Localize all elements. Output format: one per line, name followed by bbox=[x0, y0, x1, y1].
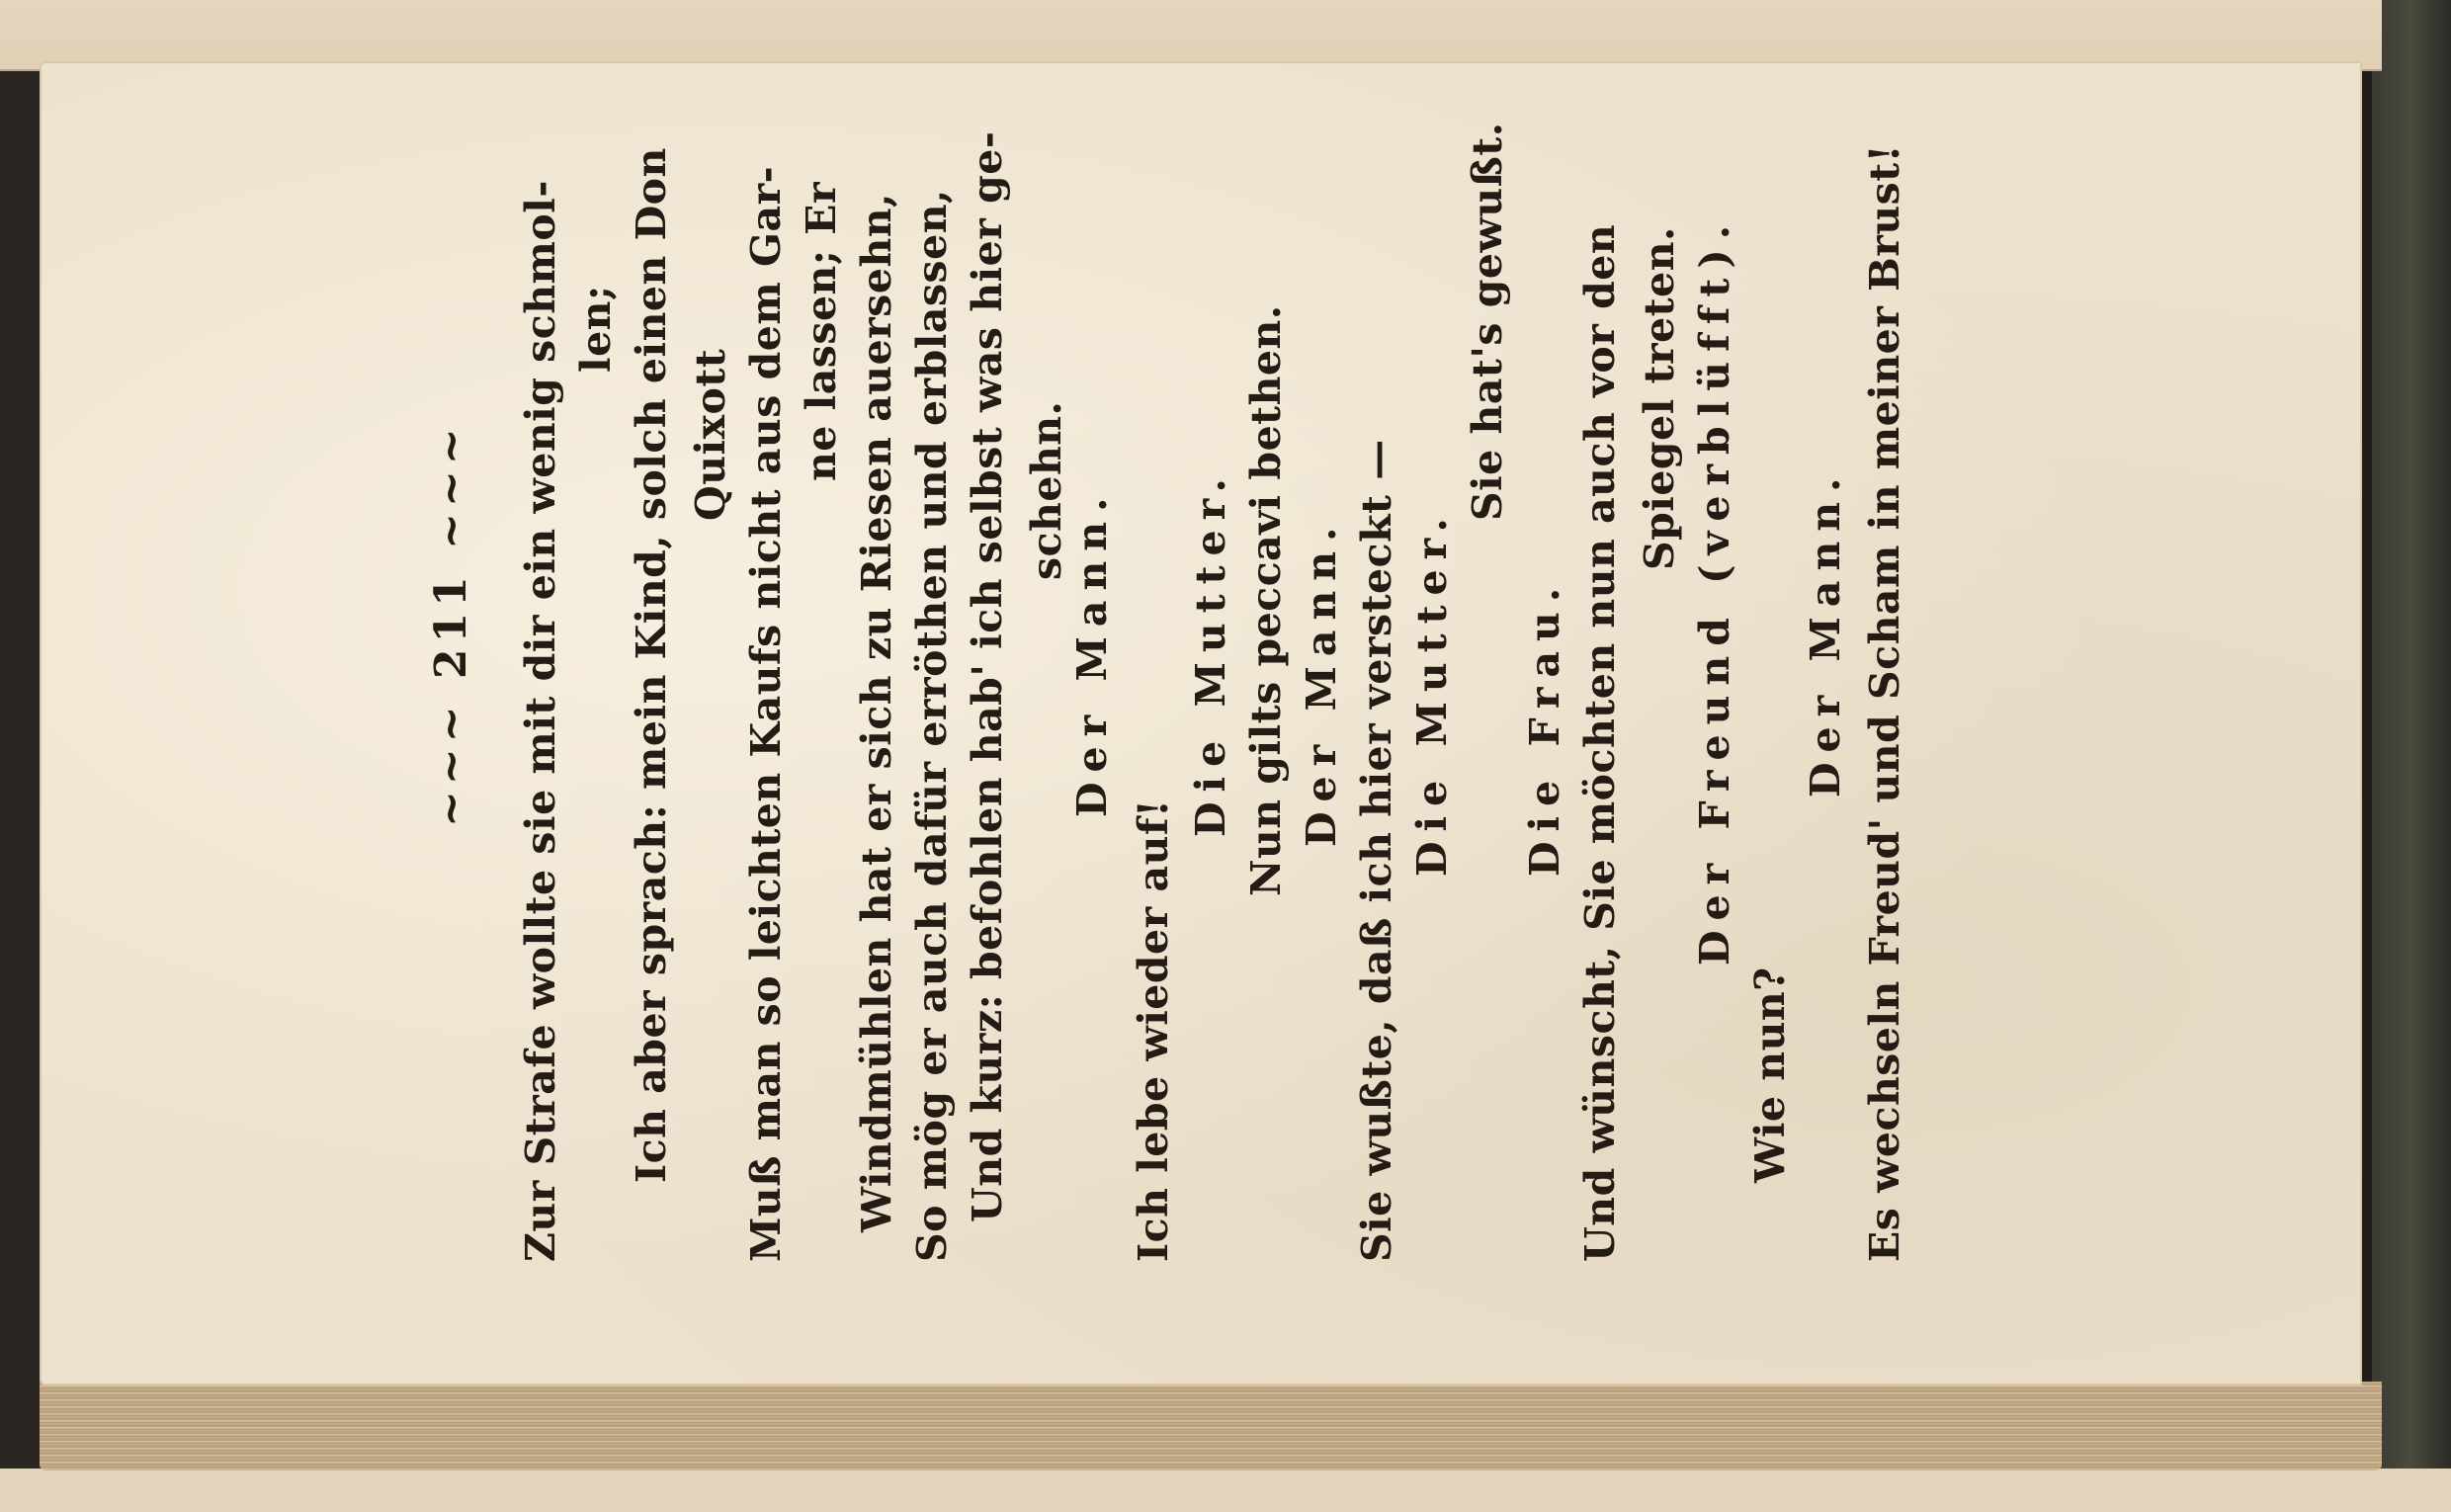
page-text-rotated bbox=[40, 61, 2362, 1386]
speaker-der-mann-3: Der Mann. bbox=[1802, 467, 1849, 798]
book-cover-edge bbox=[2372, 0, 2451, 1512]
text-line-25: Es wechseln Freud' und Scham in meiner Brust! bbox=[1861, 143, 1908, 1262]
text-line-16: Sie wußte, daß ich hier versteckt — bbox=[1353, 439, 1400, 1262]
page-text bbox=[426, 106, 1908, 1292]
text-line-20: Und wünscht, Sie möchten nun auch vor den bbox=[1576, 223, 1624, 1262]
speaker-die-frau: Die Frau. bbox=[1521, 577, 1568, 877]
speaker-der-freund: Der Freund (verblüfft). bbox=[1691, 215, 1738, 966]
page-header bbox=[426, 422, 476, 827]
speaker-die-mutter-2: Die Mutter. bbox=[1408, 508, 1456, 877]
speaker-der-mann-1: Der Mann. bbox=[1068, 487, 1116, 817]
text-line-14: Nun gilts peccavi bethen. bbox=[1242, 304, 1290, 896]
text-line-21: Spiegel treten. bbox=[1636, 226, 1683, 570]
text-line-4: Quixott bbox=[687, 348, 734, 521]
text-line-8: So mög er auch dafür erröthen und erblassen, bbox=[908, 189, 956, 1262]
text-line-5: Muß man so leichten Kaufs nicht aus dem Gar- bbox=[742, 165, 790, 1262]
speaker-der-mann-2: Der Mann. bbox=[1298, 517, 1345, 847]
header-ornament-right: ~~~ bbox=[426, 422, 476, 571]
header-ornament-left: ~~~ bbox=[426, 679, 476, 827]
text-line-23: Wie nun? bbox=[1746, 966, 1794, 1183]
page-number: 211 bbox=[426, 570, 476, 680]
book-page bbox=[40, 61, 2362, 1386]
page-edges bbox=[40, 1382, 2382, 1470]
text-line-3: Ich aber sprach: mein Kind, solch einen Don bbox=[628, 147, 675, 1183]
text-line-10: schehn. bbox=[1023, 400, 1070, 580]
text-line-1: Zur Strafe wollte sie mit dir ein wenig schmol- bbox=[517, 180, 564, 1262]
text-line-18: Sie hat's gewußt. bbox=[1464, 122, 1511, 521]
speaker-die-mutter-1: Die Mutter. bbox=[1187, 468, 1234, 837]
text-line-6: ne lassen; Er bbox=[798, 181, 845, 481]
lower-page-strip bbox=[0, 1469, 2451, 1512]
text-line-7: Windmühlen hat er sich zu Riesen auersehn, bbox=[853, 193, 900, 1232]
text-line-12: Ich lebe wieder auf! bbox=[1130, 798, 1177, 1262]
text-line-2: len; bbox=[572, 285, 620, 373]
text-line-9: Und kurz: befohlen hab' ich selbst was hier ge- bbox=[964, 130, 1011, 1222]
